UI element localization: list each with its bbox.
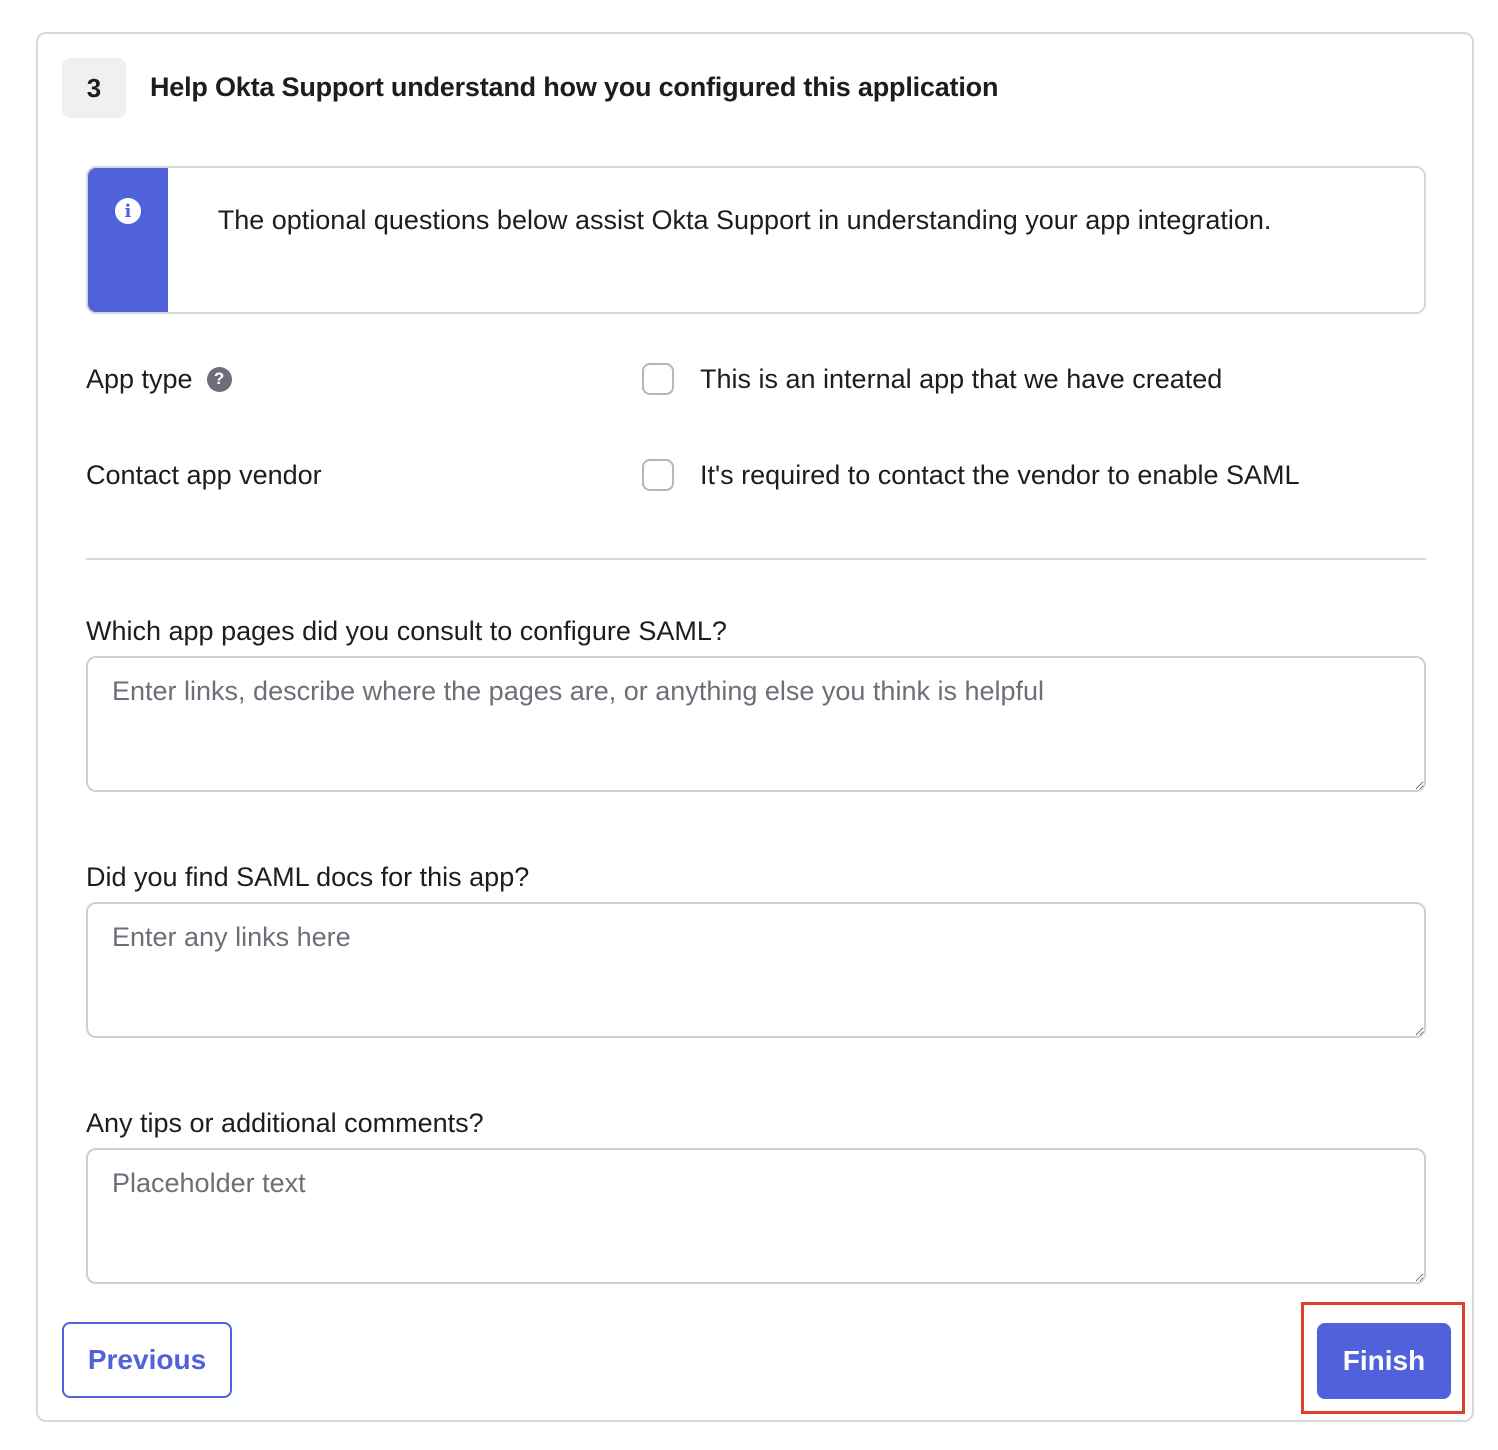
contact-vendor-checkbox-label[interactable]: It's required to contact the vendor to enable SAML [700,459,1300,490]
callout-text: The optional questions below assist Okta Support in understanding your app integration. [217,205,1272,235]
contact-vendor-row [86,450,1426,500]
previous-button[interactable]: Previous [62,1322,232,1398]
internal-app-checkbox-label[interactable]: This is an internal app that we have created [700,363,1223,394]
contact-vendor-label: Contact app vendor [86,459,322,490]
app-type-label: App type [86,363,193,394]
saml-docs-textarea[interactable] [86,902,1426,1038]
callout-accent-bar [88,168,168,312]
info-icon: i [115,198,141,224]
contact-vendor-checkbox[interactable] [642,459,674,491]
app-pages-label: Which app pages did you consult to configure SAML? [86,616,727,646]
comments-textarea[interactable] [86,1148,1426,1284]
app-type-row [86,354,1426,404]
app-pages-textarea[interactable] [86,656,1426,792]
internal-app-checkbox[interactable] [642,363,674,395]
saml-docs-label: Did you find SAML docs for this app? [86,862,530,892]
step-card [36,32,1474,1422]
step-title: Help Okta Support understand how you configured this application [150,72,999,102]
section-divider [86,558,1426,560]
app-type-label-group [86,364,642,395]
question-icon[interactable]: ? [207,367,232,392]
info-callout [86,166,1426,314]
finish-button[interactable]: Finish [1317,1323,1451,1399]
comments-label: Any tips or additional comments? [86,1108,484,1138]
step-number-badge: 3 [62,58,126,118]
